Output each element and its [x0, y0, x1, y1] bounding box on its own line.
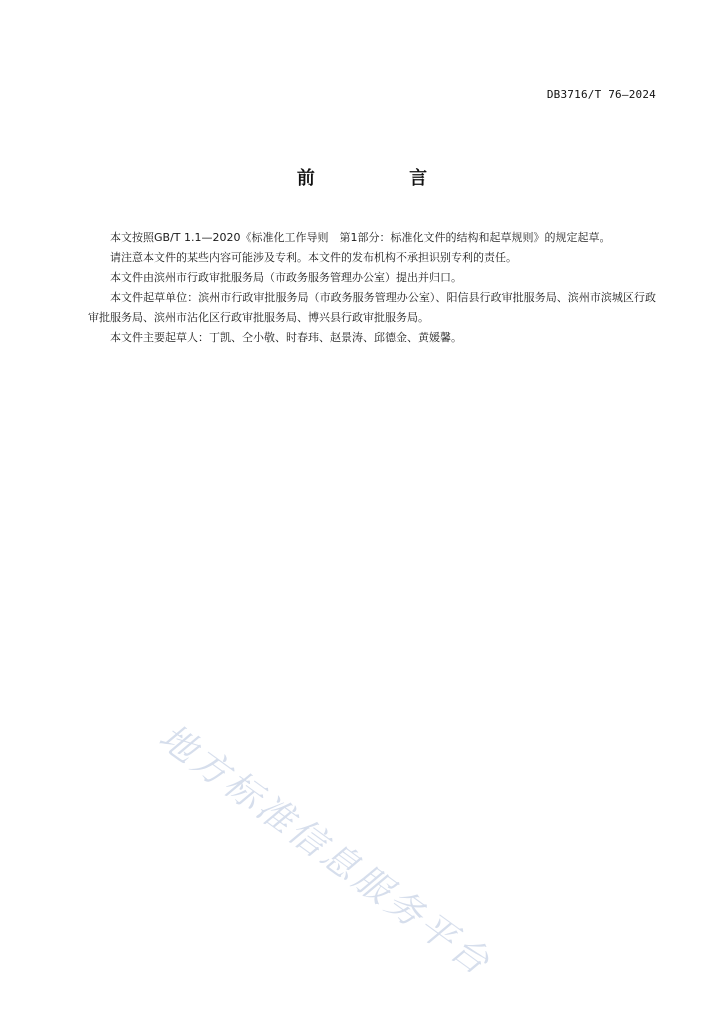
paragraph-drafters: 本文件主要起草人：丁凯、仝小敬、时春玮、赵景涛、邱德金、黄媛馨。	[110, 331, 462, 344]
paragraph-proposer: 本文件由滨州市行政审批服务局（市政务服务管理办公室）提出并归口。	[110, 271, 462, 284]
document-code: DB3716/T 76—2024	[546, 88, 656, 101]
paragraph-drafting-units: 本文件起草单位：滨州市行政审批服务局（市政务服务管理办公室）、阳信县行政审批服务局、滨州市滨城区行政审批服务局、滨州市沾化区行政审批服务局、博兴县行政审批服务局。	[88, 291, 656, 324]
watermark: 地方标准信息服务平台	[151, 716, 499, 985]
page-title: 前 言	[296, 168, 472, 189]
paragraph-standard-reference: 本文按照GB/T 1.1—2020《标准化工作导则 第1部分：标准化文件的结构和起草规则》的规定起草。	[110, 231, 611, 244]
foreword-body	[88, 228, 656, 348]
paragraph-patent-notice: 请注意本文件的某些内容可能涉及专利。本文件的发布机构不承担识别专利的责任。	[110, 251, 517, 264]
